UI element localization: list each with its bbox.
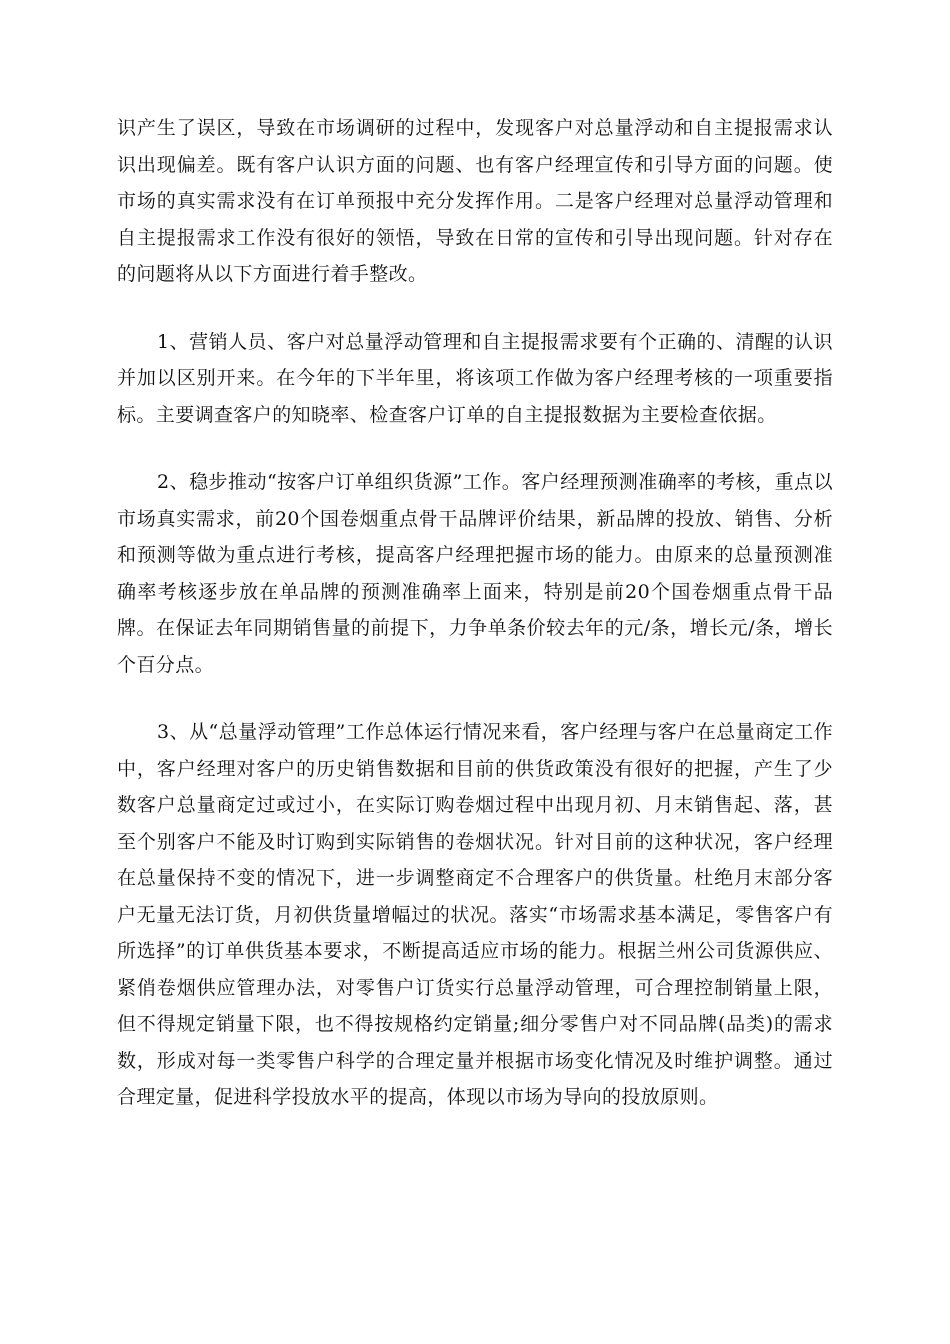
paragraph-item-3: 3、从“总量浮动管理”工作总体运行情况来看，客户经理与客户在总量商定工作中，客户经理对客户的历史销售数据和目前的供货政策没有很好的把握，产生了少数客户总量商定过或过小，在实际订购卷烟过程中出现月初、月末销售起、落，甚至个别客户不能及时订购到实际销售的卷烟状况。针对目前的这种状况，客户经理在总量保持不变的情况下，进一步调整商定不合理客户的供货量。杜绝月末部分客户无量无法订货，月初供货量增幅过的状况。落实“市场需求基本满足，零售客户有所选择”的订单供货基本要求，不断提高适应市场的能力。根据兰州公司货源供应、紧俏卷烟供应管理办法，对零售户订货实行总量浮动管理，可合理控制销量上限，但不得规定销量下限，也不得按规格约定销量;细分零售户对不同品牌(品类)的需求数，形成对每一类零售户科学的合理定量并根据市场变化情况及时维护调整。通过合理定量，促进科学投放水平的提高，体现以市场为导向的投放原则。 <box>117 721 833 1108</box>
paragraph-continuation: 识产生了误区，导致在市场调研的过程中，发现客户对总量浮动和自主提报需求认识出现偏差。既有客户认识方面的问题、也有客户经理宣传和引导方面的问题。使市场的真实需求没有在订单预报中充分发挥作用。二是客户经理对总量浮动管理和自主提报需求工作没有很好的领悟，导致在日常的宣传和引导出现问题。针对存在的问题将从以下方面进行着手整改。 <box>117 117 833 285</box>
paragraph-item-2: 2、稳步推动“按客户订单组织货源”工作。客户经理预测准确率的考核，重点以市场真实需求，前20个国卷烟重点骨干品牌评价结果，新品牌的投放、销售、分析和预测等做为重点进行考核，提高客户经理把握市场的能力。由原来的总量预测准确率考核逐步放在单品牌的预测准确率上面来，特别是前20个国卷烟重点骨干品牌。在保证去年同期销售量的前提下，力争单条价较去年的元/条，增长元/条，增长个百分点。 <box>117 471 833 676</box>
paragraph-item-1: 1、营销人员、客户对总量浮动管理和自主提报需求要有个正确的、清醒的认识并加以区别开来。在今年的下半年里，将该项工作做为客户经理考核的一项重要指标。主要调查客户的知晓率、检查客户订单的自主提报数据为主要检查依据。 <box>117 330 833 426</box>
document-page <box>117 110 833 1147</box>
